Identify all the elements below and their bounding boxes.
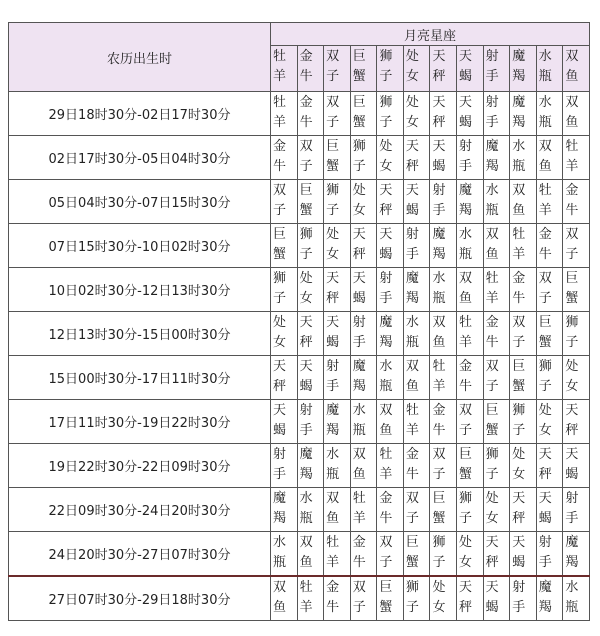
moon-sign-cell: 狮 子 [271,268,298,312]
moon-sign-cell: 水 瓶 [324,444,351,488]
moon-sign-cell: 魔 羯 [457,180,484,224]
moon-sign-cell: 狮 子 [457,488,484,532]
moon-sign-cell: 天 秤 [297,312,324,356]
moon-sign-cell: 双 子 [403,488,430,532]
moon-sign-cell: 双 鱼 [563,92,590,136]
moon-sign-cell: 双 子 [271,180,298,224]
moon-sign-cell: 狮 子 [563,312,590,356]
moon-sign-cell: 金 牛 [457,356,484,400]
moon-sign-cell: 水 瓶 [271,532,298,577]
birth-time-range: 22日09时30分-24日20时30分 [9,488,271,532]
moon-sign-cell: 双 子 [536,268,563,312]
moon-sign-cell: 魔 羯 [403,268,430,312]
moon-sign-cell: 处 女 [377,136,404,180]
moon-sign-cell: 双 鱼 [510,180,537,224]
moon-sign-cell: 狮 子 [297,224,324,268]
table-row [9,444,590,488]
moon-sign-cell: 巨 蟹 [324,136,351,180]
table-row [9,356,590,400]
moon-sign-cell: 天 秤 [350,224,377,268]
sign-header-cell: 双 鱼 [563,46,590,92]
table-row [9,532,590,577]
moon-sign-cell: 天 蝎 [536,488,563,532]
moon-sign-cell: 天 蝎 [510,532,537,577]
moon-sign-cell: 牡 羊 [563,136,590,180]
moon-sign-cell: 双 鱼 [457,268,484,312]
moon-sign-cell: 狮 子 [324,180,351,224]
table-row [9,180,590,224]
moon-sign-cell: 天 秤 [403,136,430,180]
moon-sign-cell: 牡 羊 [271,92,298,136]
moon-sign-cell: 巨 蟹 [510,356,537,400]
moon-sign-cell: 金 牛 [297,92,324,136]
moon-sign-cell: 狮 子 [403,576,430,621]
moon-sign-cell: 双 子 [563,224,590,268]
moon-sign-cell: 魔 羯 [536,576,563,621]
moon-sign-cell: 金 牛 [271,136,298,180]
moon-sign-cell: 水 瓶 [483,180,510,224]
moon-sign-cell: 处 女 [510,444,537,488]
moon-sign-cell: 双 子 [430,444,457,488]
moon-sign-cell: 双 鱼 [483,224,510,268]
moon-sign-cell: 双 鱼 [430,312,457,356]
moon-sign-cell: 巨 蟹 [297,180,324,224]
moon-sign-cell: 水 瓶 [430,268,457,312]
moon-sign-cell: 天 蝎 [271,400,298,444]
moon-sign-cell: 射 手 [457,136,484,180]
moon-sign-cell: 巨 蟹 [271,224,298,268]
moon-sign-cell: 狮 子 [350,136,377,180]
moon-sign-cell: 巨 蟹 [350,92,377,136]
moon-sign-cell: 狮 子 [430,532,457,577]
moon-sign-cell: 双 子 [324,92,351,136]
table-row [9,136,590,180]
moon-sign-cell: 金 牛 [510,268,537,312]
birth-time-range: 07日15时30分-10日02时30分 [9,224,271,268]
moon-sign-cell: 射 手 [271,444,298,488]
moon-sign-cell: 金 牛 [536,224,563,268]
moon-sign-cell: 牡 羊 [457,312,484,356]
moon-sign-cell: 水 瓶 [377,356,404,400]
birth-time-range: 05日04时30分-07日15时30分 [9,180,271,224]
header-moon-sign: 月亮星座 [271,23,590,46]
moon-sign-cell: 牡 羊 [430,356,457,400]
moon-sign-cell: 水 瓶 [563,576,590,621]
birth-time-range: 02日17时30分-05日04时30分 [9,136,271,180]
moon-sign-cell: 牡 羊 [297,576,324,621]
moon-sign-cell: 处 女 [563,356,590,400]
moon-sign-cell: 射 手 [483,92,510,136]
moon-sign-cell: 水 瓶 [510,136,537,180]
sign-header-cell: 射 手 [483,46,510,92]
birth-time-range: 10日02时30分-12日13时30分 [9,268,271,312]
table-row [9,488,590,532]
sign-header-cell: 金 牛 [297,46,324,92]
sign-header-cell: 牡 羊 [271,46,298,92]
birth-time-range: 15日00时30分-17日11时30分 [9,356,271,400]
moon-sign-cell: 巨 蟹 [457,444,484,488]
moon-sign-cell: 双 鱼 [536,136,563,180]
moon-sign-cell: 双 子 [350,576,377,621]
moon-sign-cell: 天 秤 [510,488,537,532]
moon-sign-cell: 魔 羯 [430,224,457,268]
moon-sign-cell: 天 蝎 [457,92,484,136]
birth-time-range: 27日07时30分-29日18时30分 [9,576,271,621]
moon-sign-cell: 射 手 [430,180,457,224]
moon-sign-cell: 魔 羯 [483,136,510,180]
moon-sign-cell: 双 子 [377,532,404,577]
moon-sign-cell: 牡 羊 [377,444,404,488]
table-row [9,268,590,312]
moon-sign-cell: 射 手 [403,224,430,268]
table-row [9,576,590,621]
moon-sign-cell: 金 牛 [377,488,404,532]
moon-sign-cell: 射 手 [324,356,351,400]
moon-sign-cell: 双 鱼 [403,356,430,400]
moon-sign-cell: 狮 子 [510,400,537,444]
birth-time-range: 12日13时30分-15日00时30分 [9,312,271,356]
moon-sign-cell: 天 秤 [536,444,563,488]
moon-sign-cell: 牡 羊 [536,180,563,224]
moon-sign-cell: 天 秤 [483,532,510,577]
birth-time-range: 29日18时30分-02日17时30分 [9,92,271,136]
sign-header-cell: 处 女 [403,46,430,92]
moon-sign-cell: 狮 子 [483,444,510,488]
moon-sign-cell: 牡 羊 [324,532,351,577]
sign-header-cell: 双 子 [324,46,351,92]
moon-sign-cell: 巨 蟹 [483,400,510,444]
moon-sign-cell: 双 子 [483,356,510,400]
moon-sign-cell: 牡 羊 [403,400,430,444]
moon-sign-cell: 射 手 [297,400,324,444]
moon-sign-cell: 双 子 [510,312,537,356]
moon-sign-cell: 狮 子 [377,92,404,136]
moon-sign-cell: 牡 羊 [350,488,377,532]
moon-sign-cell: 魔 羯 [563,532,590,577]
moon-sign-cell: 牡 羊 [483,268,510,312]
sign-header-cell: 魔 羯 [510,46,537,92]
moon-sign-cell: 天 蝎 [324,312,351,356]
moon-sign-cell: 射 手 [350,312,377,356]
moon-sign-cell: 处 女 [430,576,457,621]
moon-sign-cell: 处 女 [297,268,324,312]
moon-sign-cell: 天 秤 [430,92,457,136]
moon-sign-cell: 巨 蟹 [377,576,404,621]
sign-header-cell: 巨 蟹 [350,46,377,92]
sign-header-cell: 天 秤 [430,46,457,92]
moon-sign-cell: 金 牛 [563,180,590,224]
birth-time-range: 19日22时30分-22日09时30分 [9,444,271,488]
moon-sign-cell: 天 蝎 [483,576,510,621]
moon-sign-cell: 双 鱼 [271,576,298,621]
header-birth-time: 农历出生时 [9,23,271,92]
moon-sign-cell: 处 女 [536,400,563,444]
moon-sign-cell: 天 秤 [377,180,404,224]
moon-sign-cell: 牡 羊 [510,224,537,268]
moon-sign-cell: 天 秤 [457,576,484,621]
moon-sign-cell: 双 子 [297,136,324,180]
moon-sign-cell: 射 手 [563,488,590,532]
moon-sign-cell: 金 牛 [430,400,457,444]
moon-sign-cell: 天 蝎 [430,136,457,180]
moon-sign-cell: 天 秤 [563,400,590,444]
moon-sign-cell: 水 瓶 [297,488,324,532]
moon-sign-cell: 金 牛 [403,444,430,488]
moon-sign-cell: 双 鱼 [377,400,404,444]
moon-sign-cell: 双 子 [457,400,484,444]
moon-sign-cell: 处 女 [324,224,351,268]
moon-sign-cell: 魔 羯 [271,488,298,532]
moon-sign-table [8,22,590,621]
sign-header-cell: 狮 子 [377,46,404,92]
moon-sign-cell: 天 蝎 [377,224,404,268]
table-row [9,312,590,356]
moon-sign-cell: 巨 蟹 [430,488,457,532]
moon-sign-cell: 水 瓶 [457,224,484,268]
moon-sign-cell: 魔 羯 [377,312,404,356]
moon-sign-cell: 双 鱼 [297,532,324,577]
moon-sign-cell: 双 鱼 [350,444,377,488]
moon-sign-cell: 处 女 [403,92,430,136]
moon-sign-cell: 魔 羯 [350,356,377,400]
table-row [9,92,590,136]
moon-sign-cell: 魔 羯 [297,444,324,488]
moon-sign-cell: 处 女 [350,180,377,224]
moon-sign-cell: 天 蝎 [350,268,377,312]
moon-sign-cell: 狮 子 [536,356,563,400]
moon-sign-cell: 巨 蟹 [536,312,563,356]
birth-time-range: 24日20时30分-27日07时30分 [9,532,271,577]
birth-time-range: 17日11时30分-19日22时30分 [9,400,271,444]
moon-sign-cell: 水 瓶 [536,92,563,136]
moon-sign-cell: 魔 羯 [510,92,537,136]
moon-sign-cell: 天 秤 [271,356,298,400]
moon-sign-cell: 天 蝎 [403,180,430,224]
moon-sign-cell: 巨 蟹 [563,268,590,312]
moon-sign-cell: 射 手 [510,576,537,621]
moon-sign-cell: 魔 羯 [324,400,351,444]
moon-sign-cell: 双 鱼 [324,488,351,532]
moon-sign-cell: 金 牛 [324,576,351,621]
table-row [9,400,590,444]
table-row [9,224,590,268]
moon-sign-cell: 处 女 [457,532,484,577]
moon-sign-cell: 水 瓶 [350,400,377,444]
moon-sign-cell: 天 秤 [324,268,351,312]
moon-sign-cell: 天 蝎 [563,444,590,488]
sign-header-cell: 水 瓶 [536,46,563,92]
moon-sign-cell: 射 手 [536,532,563,577]
moon-sign-cell: 金 牛 [350,532,377,577]
moon-sign-cell: 处 女 [271,312,298,356]
moon-sign-cell: 处 女 [483,488,510,532]
moon-sign-cell: 水 瓶 [403,312,430,356]
moon-sign-cell: 巨 蟹 [403,532,430,577]
moon-sign-cell: 射 手 [377,268,404,312]
moon-sign-cell: 天 蝎 [297,356,324,400]
moon-sign-cell: 金 牛 [483,312,510,356]
sign-header-cell: 天 蝎 [457,46,484,92]
